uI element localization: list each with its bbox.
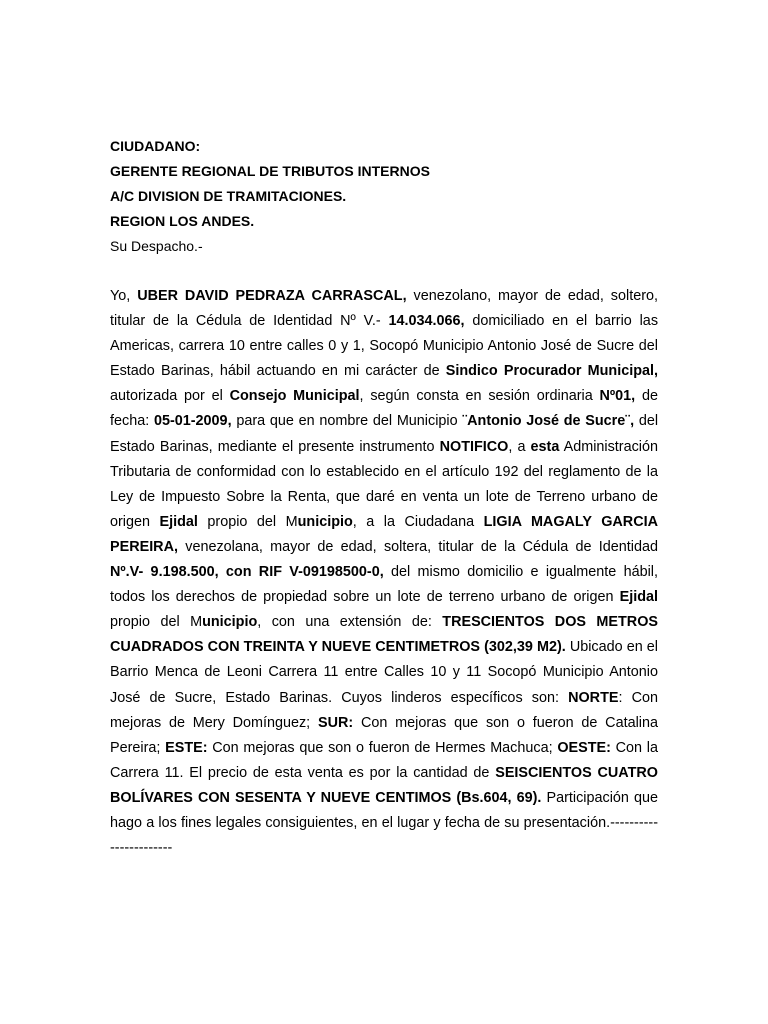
- body-bold-run: SEISCIENTOS CUATRO BOLÍVARES CON SESENTA Y NUEVE CENTIMOS (Bs.604, 69).: [110, 764, 658, 806]
- body-text-run: , según consta en sesión ordinaria: [359, 388, 600, 405]
- body-bold-run: Consejo Municipal: [229, 388, 360, 405]
- body-bold-run: unicipio: [297, 513, 353, 530]
- body-text-run: Participación que hago a los fines legales consiguientes, en el lugar y fecha de su presentación.-----------------------: [110, 789, 658, 857]
- body-bold-run: 14.034.066,: [388, 313, 465, 330]
- body-bold-run: TRESCIENTOS DOS METROS CUADRADOS CON TREINTA Y NUEVE CENTIMETROS (302,39 M2).: [110, 614, 658, 656]
- body-text-run: del mismo domicilio e igualmente hábil, todos los derechos de propiedad sobre un lote de terreno urbano de origen: [110, 564, 658, 606]
- body-text-run: autorizada por el: [110, 388, 230, 405]
- body-bold-run: Nº.V- 9.198.500, con RIF V-09198500-0,: [110, 564, 384, 581]
- body-text-run: venezolano, mayor de edad, soltero, titular de la Cédula de Identidad Nº V.-: [110, 288, 659, 330]
- body-text-run: Ubicado en el Barrio Menca de Leoni Carrera 11 entre Calles 10 y 11 Socopó Municipio Antonio José de Sucre, Estado Barinas. Cuyos linderos específicos son:: [110, 639, 658, 706]
- body-text-run: domiciliado en el barrio las Americas, carrera 10 entre calles 0 y 1, Socopó Municipio Antonio José de Sucre del Estado Barinas, hábil actuando en mi carácter de: [110, 313, 659, 380]
- body-bold-run: Ejidal: [619, 589, 658, 606]
- body-text-run: Con mejoras que son o fueron de Catalina Pereira;: [110, 714, 658, 756]
- body-bold-run: unicipio: [202, 614, 258, 631]
- header-recipient-title: GERENTE REGIONAL DE TRIBUTOS INTERNOS: [110, 163, 430, 179]
- body-bold-run: OESTE:: [557, 739, 611, 756]
- body-text-run: de fecha:: [110, 388, 658, 430]
- body-bold-run: UBER DAVID PEDRAZA CARRASCAL,: [137, 288, 407, 304]
- body-text-run: propio del M: [197, 513, 298, 530]
- body-text-run: Con la Carrera 11. El precio de esta venta es por la cantidad de: [110, 739, 658, 781]
- body-text-run: , a la Ciudadana: [352, 513, 484, 530]
- body-text-run: del Estado Barinas, mediante el presente instrumento: [110, 413, 659, 455]
- body-text-run: : Con mejoras de Mery Domínguez;: [110, 689, 658, 731]
- header-division: A/C DIVISION DE TRAMITACIONES.: [110, 188, 347, 204]
- body-text-run: , con una extensión de:: [257, 614, 443, 631]
- body-text-run: Con mejoras que son o fueron de Hermes Machuca;: [207, 739, 558, 756]
- body-bold-run: Ejidal: [159, 513, 198, 530]
- body-bold-run: Nº01,: [599, 388, 636, 405]
- body-bold-run: SUR:: [317, 714, 354, 731]
- body-text-run: venezolana, mayor de edad, soltera, titular de la Cédula de Identidad: [177, 538, 658, 555]
- body-bold-run: NOTIFICO: [439, 438, 509, 455]
- letter-header: [110, 134, 430, 259]
- body-bold-run: ESTE:: [165, 739, 208, 756]
- body-bold-run: NORTE: [568, 689, 619, 706]
- body-text-run: , a: [508, 438, 531, 455]
- header-salutation: CIUDADANO:: [110, 138, 201, 154]
- body-text-run: para que en nombre del Municipio: [231, 413, 463, 430]
- header-region: REGION LOS ANDES.: [110, 213, 255, 229]
- body-bold-run: LIGIA MAGALY GARCIA PEREIRA,: [110, 513, 658, 555]
- body-text-run: Yo,: [110, 288, 138, 304]
- letter-body-paragraph: [110, 284, 658, 861]
- body-bold-run: Sindico Procurador Municipal,: [445, 363, 658, 380]
- body-text-run: propio del M: [110, 614, 203, 631]
- body-bold-run: 05-01-2009,: [153, 413, 232, 430]
- body-bold-run: esta: [530, 438, 560, 455]
- header-closing: Su Despacho.-: [110, 238, 203, 254]
- body-text-run: Administración Tributaria de conformidad con lo establecido en el artículo 192 del reglamento de la Ley de Impuesto Sobre la Renta, que daré en venta un lote de Terreno urbano de origen: [110, 438, 658, 530]
- body-bold-run: ¨Antonio José de Sucre¨,: [462, 413, 635, 430]
